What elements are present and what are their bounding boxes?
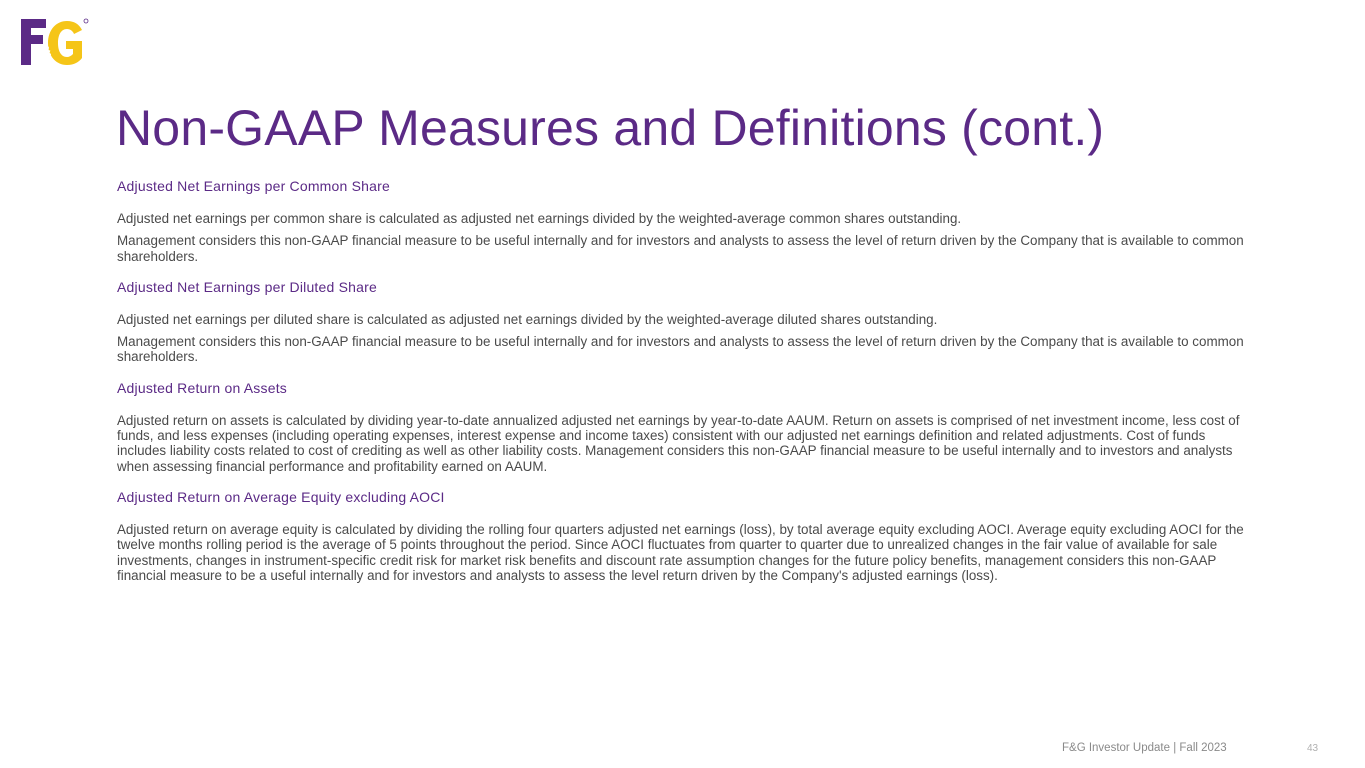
section-paragraph: Adjusted net earnings per diluted share is calculated as adjusted net earnings divided by the weighted-average diluted shares outstanding.	[117, 311, 938, 327]
company-logo	[20, 17, 90, 67]
section-heading: Adjusted Return on Average Equity excluding AOCI	[117, 488, 445, 505]
svg-text:&: &	[42, 43, 52, 58]
section-paragraph: Management considers this non-GAAP financial measure to be useful internally and for investors and analysts to assess the level of return driven by the Company that is available to common shareholders.	[117, 233, 1244, 264]
section-heading: Adjusted Return on Assets	[117, 379, 287, 396]
section-paragraph: Management considers this non-GAAP financial measure to be useful internally and for investors and analysts to assess the level of return driven by the Company that is available to common shareholders.	[117, 334, 1244, 365]
footer-text: F&G Investor Update | Fall 2023	[1062, 742, 1227, 754]
section-heading: Adjusted Net Earnings per Diluted Share	[117, 278, 377, 295]
page-number: 43	[1307, 743, 1319, 754]
section-paragraph: Adjusted net earnings per common share is calculated as adjusted net earnings divided by the weighted-average common shares outstanding.	[117, 211, 962, 226]
section-paragraph: Adjusted return on average equity is calculated by dividing the rolling four quarters adjusted net earnings (loss), by total average equity excluding AOCI. Average equity excluding AOCI for the twelve months rolling period is the average of 5 points throughout the period. Since AOCI fluctuates from quarter to quarter due to unrealized changes in the fair value of available for sale investments, changes in instrument-specific credit risk for market risk benefits and discount rate assumption changes for the future policy benefits, management considers this non-GAAP financial measure to be a useful internally and for investors and analysts to assess the level return driven by the Company's adjusted earnings (loss).	[117, 521, 1244, 583]
section-heading: Adjusted Net Earnings per Common Share	[117, 178, 390, 194]
definitions-body	[117, 177, 1257, 583]
fg-logo-icon	[20, 17, 90, 67]
page-title: Non-GAAP Measures and Definitions (cont.)	[116, 100, 1105, 156]
section-paragraph: Adjusted return on assets is calculated by dividing year-to-date annualized adjusted net earnings by year-to-date AAUM. Return on assets is comprised of net investment income, less cost of funds, and less expenses (including operating expenses, interest expense and income taxes) consistent with our adjusted net earnings definition and related adjustments. Cost of funds includes liability costs related to cost of crediting as well as other liability costs. Management considers this non-GAAP financial measure to be useful internally and to investors and analysts when assessing financial performance and profitability earned on AAUM.	[117, 412, 1240, 474]
